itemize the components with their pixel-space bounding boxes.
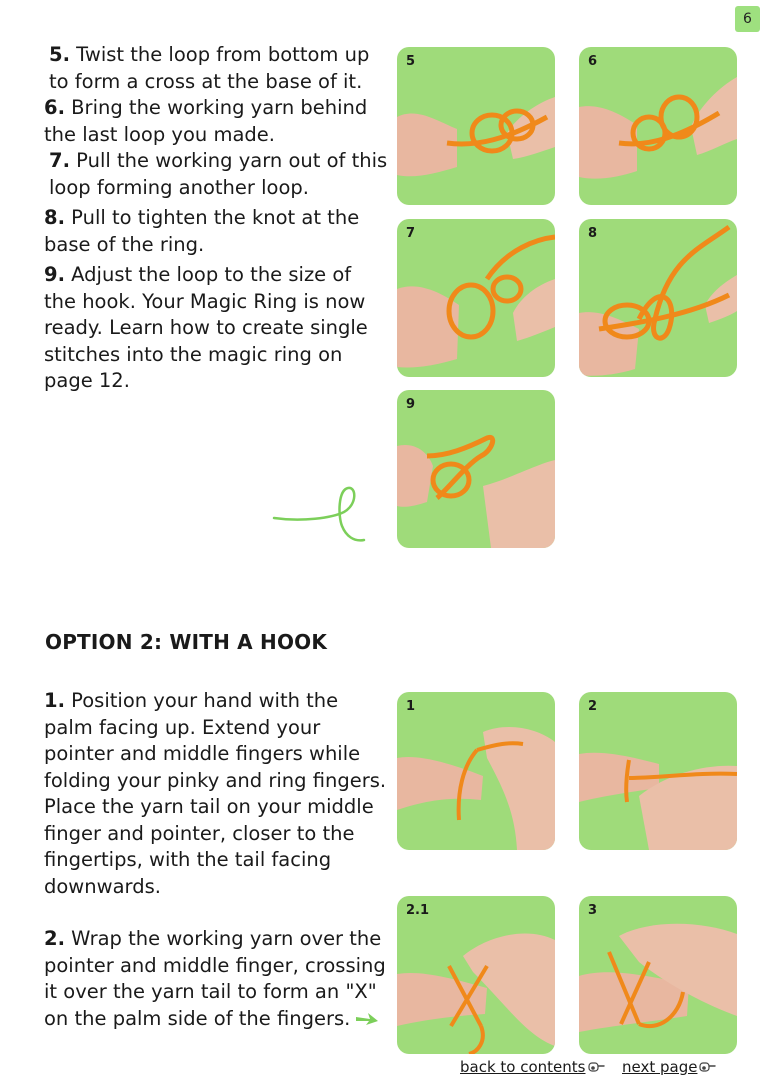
- photo-label: 3: [588, 903, 598, 918]
- photo-label: 9: [406, 397, 416, 412]
- photo-step-7: [397, 219, 555, 377]
- magic-ring-steps: [44, 42, 389, 395]
- step-text: Twist the loop from bottom up to form a cross at the base of it.: [49, 43, 370, 93]
- step-2: [44, 926, 389, 1032]
- step-text: Adjust the loop to the size of the hook. Your Magic Ring is now ready. Learn how to create single stitches into the magic ring on page 12.: [44, 263, 368, 392]
- arrow-right-icon: [354, 1011, 380, 1027]
- photo-label: 8: [588, 226, 598, 241]
- step-text: Wrap the working yarn over the pointer and middle finger, crossing it over the yarn tail to form an "X" on the palm side of the fingers.: [44, 927, 386, 1030]
- next-page-link[interactable]: [622, 1058, 717, 1076]
- step-number: 7.: [49, 149, 70, 172]
- hand-pointer-icon: [699, 1060, 717, 1074]
- photo-label: 2: [588, 699, 598, 714]
- photo-label: 2.1: [406, 903, 430, 918]
- step-number: 1.: [44, 689, 65, 712]
- photo-hook-step-2-1: [397, 896, 555, 1054]
- step-7: [44, 148, 389, 201]
- step-number: 2.: [44, 927, 65, 950]
- swirl-decoration-icon: [272, 482, 368, 544]
- photo-step-6: [579, 47, 737, 205]
- step-6: [44, 95, 389, 148]
- step-text: Pull the working yarn out of this loop forming another loop.: [49, 149, 388, 199]
- step-text: Position your hand with the palm facing up. Extend your pointer and middle fingers while folding your pinky and ring fingers. Place the yarn tail on your middle finger and pointer, closer to the fingertips, with the tail facing downwards.: [44, 689, 387, 898]
- photo-label: 5: [406, 54, 416, 69]
- photo-step-5: [397, 47, 555, 205]
- hook-steps: [44, 688, 389, 1032]
- photo-hook-step-1: [397, 692, 555, 850]
- page-number-badge: 6: [735, 6, 760, 32]
- step-number: 9.: [44, 263, 65, 286]
- step-5: [44, 42, 389, 95]
- photo-label: 1: [406, 699, 416, 714]
- step-text: Pull to tighten the knot at the base of the ring.: [44, 206, 360, 256]
- photo-label: 7: [406, 226, 416, 241]
- step-number: 8.: [44, 206, 65, 229]
- section-heading: OPTION 2: WITH A HOOK: [45, 630, 328, 654]
- step-number: 5.: [49, 43, 70, 66]
- photo-hook-step-3: [579, 896, 737, 1054]
- step-1: [44, 688, 389, 900]
- step-9: [44, 262, 389, 395]
- back-to-contents-link[interactable]: [460, 1058, 606, 1076]
- next-page-label[interactable]: next page: [622, 1058, 698, 1076]
- photo-step-9: [397, 390, 555, 548]
- step-8: [44, 205, 389, 258]
- step-text: Bring the working yarn behind the last loop you made.: [44, 96, 368, 146]
- photo-hook-step-2: [579, 692, 737, 850]
- hand-pointer-icon: [588, 1060, 606, 1074]
- photo-label: 6: [588, 54, 598, 69]
- step-number: 6.: [44, 96, 65, 119]
- back-to-contents-label[interactable]: back to contents: [460, 1058, 586, 1076]
- photo-step-8: [579, 219, 737, 377]
